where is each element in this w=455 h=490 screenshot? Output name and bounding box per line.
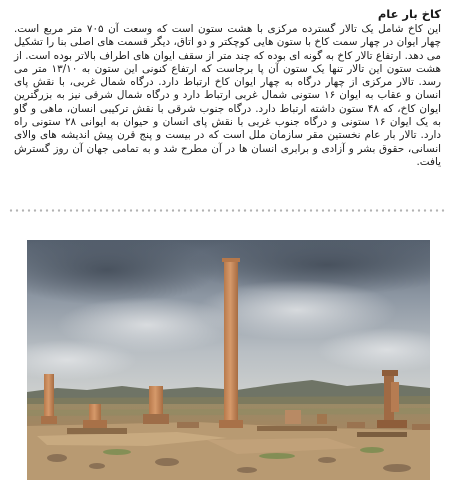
article-body: این کاخ شامل یک تالار گسترده مرکزی با هشت ستون است که وسعت آن ۷۰۵ متر مربع است. چهار ایوان در چهار سمت کاخ با ستون هایی کوچکتر و دو اتاق، دیگر قسمت های اصلی بنا را تشکیل می دهد. ارتفاع تالار کاخ به گونه ای بوده که چند متر از سقف ایوان های اطراف بالاتر بوده است. از هشت ستون این تالار تنها یک ستون آن پا برجاست که ارتفاع کنونی این ستون به ۱۳/۱۰ متر می رسد. تالار مرکزی از چهار درگاه به چهار ایوان کاخ ارتباط دارد. درگاه شمال غربی، با نقش پای انسان و عقاب به ایوان ۱۶ ستونی شمال غربی ارتباط دارد و درگاه شمال شرقی نیز به بزرگترین ایوان کاخ، که ۴۸ ستون داشته ارتباط دارد. درگاه جنوب شرقی با نقش ترکیبی انسان، ماهی و گاو به یک ایوان ۱۶ ستونی و درگاه جنوب غربی با نقش پای انسان و حیوان به ایوانی ۲۸ ستونی راه دارد. تالار بار عام نخستین مقر سازمان ملل است که در بیست و پنج قرن پیش اندیشه های والای انسانی، حقوق بشر و آزادی و برابری انسان ها در آن مطرح شد و به تمامی جهان آن روز گسترش یافت. [14, 23, 442, 168]
article [14, 6, 441, 169]
ruins-photo [27, 240, 430, 480]
article-heading: کاخ بار عام [377, 7, 441, 21]
dotted-separator [8, 209, 447, 212]
